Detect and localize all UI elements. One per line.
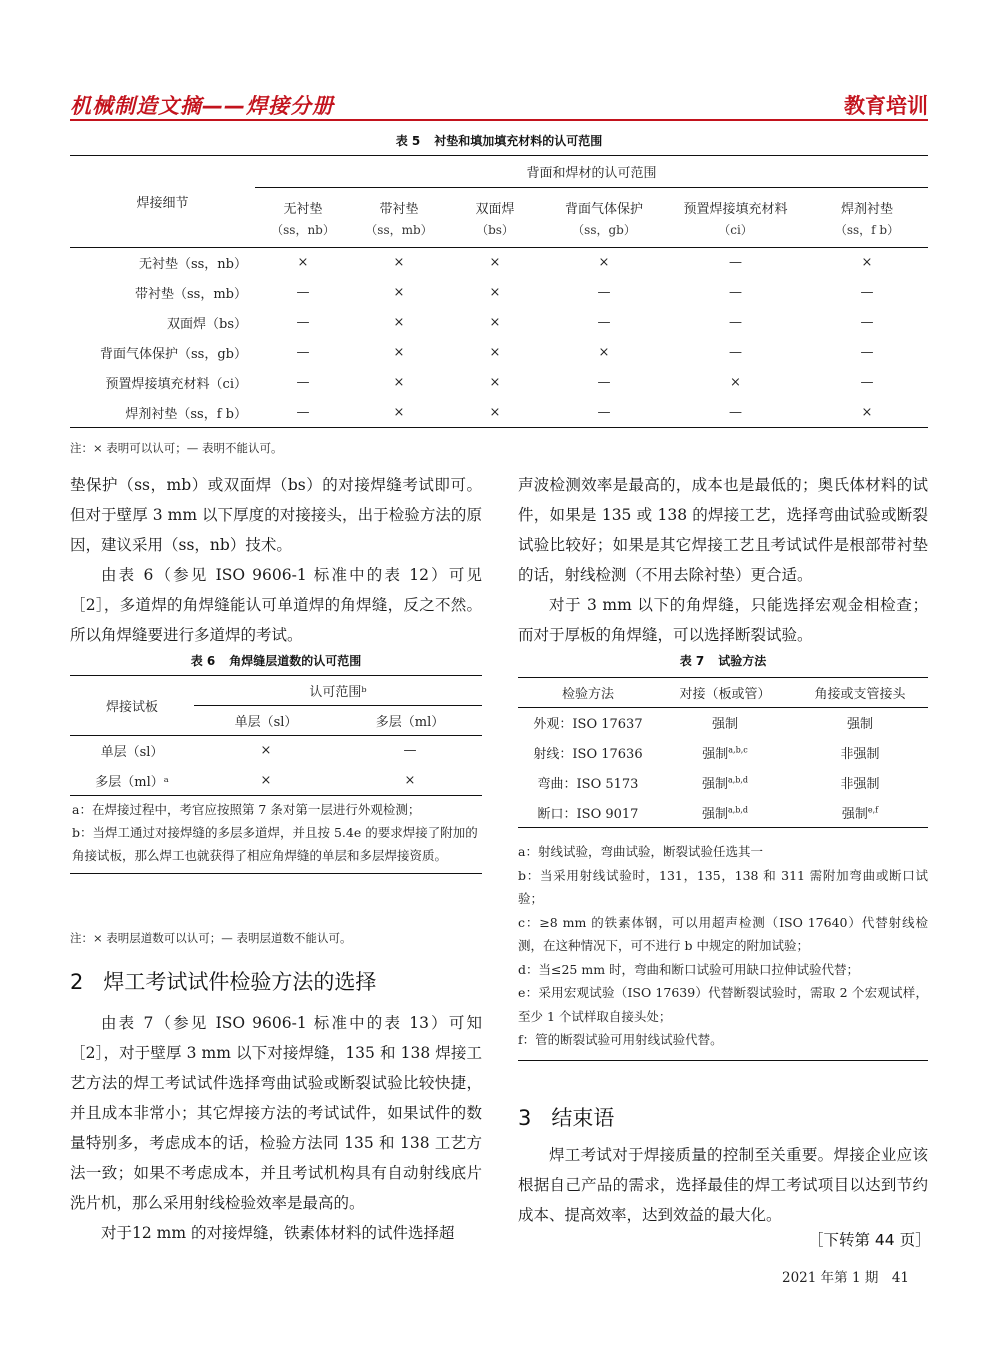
table5	[70, 155, 928, 428]
table5-caption: 表 5 衬垫和填加填充材料的认可范围	[395, 134, 603, 148]
table-cell: —	[729, 255, 742, 271]
table-cell: —	[296, 375, 310, 390]
table-cell: —	[860, 375, 874, 390]
table-cell: —	[729, 345, 742, 360]
table7-caption: 表 7 试验方法	[679, 654, 767, 668]
table-row	[518, 708, 928, 738]
table6-note: 注：× 表明层道数可以认可；— 表明层道数不能认可。	[70, 931, 352, 945]
table-cell: ×	[861, 255, 873, 271]
left-col-text	[70, 470, 482, 650]
section2-heading: 2 焊工考试试件检验方法的选择	[70, 970, 377, 994]
paragraph: 对于 3 mm 以下的角焊缝，只能选择宏观金相检查；而对于厚板的角焊缝，可以选择断裂试验。	[518, 596, 928, 644]
table5-col-header	[806, 188, 928, 248]
section3-text	[518, 1140, 928, 1230]
table5-col-header	[665, 188, 806, 248]
butt-cell: 强制$^{a,b,d}$	[701, 805, 749, 822]
table7-footnotes	[518, 840, 928, 1061]
column-code: （ss，gb）	[572, 222, 636, 237]
table-row	[518, 768, 928, 798]
right-col-text	[518, 470, 928, 650]
table-cell: ×	[489, 404, 501, 420]
table5-col-header	[543, 188, 665, 248]
table-cell: ×	[489, 255, 501, 271]
table5-col-header	[447, 188, 543, 248]
column-name: 双面焊	[475, 201, 515, 217]
table-cell: —	[597, 404, 611, 420]
table5-group-header: 背面和焊材的认可范围	[255, 156, 928, 188]
table-cell: —	[860, 345, 874, 360]
paragraph: 对于12 mm 的对接焊缝，铁素体材料的试件选择超	[101, 1224, 455, 1242]
table-cell: ×	[489, 285, 501, 300]
table-cell: ×	[260, 743, 272, 759]
table-cell: ×	[489, 315, 501, 330]
section-label: 教育培训	[844, 94, 928, 118]
table6-row-header: 焊接试板	[70, 676, 194, 736]
fillet-cell: 非强制	[840, 747, 880, 762]
table-cell: ×	[393, 285, 405, 300]
footnote: e：采用宏观试验（ISO 17639）代替断裂试验时，需取 2 个宏观试样，至少 1 个试样取自接头处；	[518, 985, 928, 1024]
table-cell: ×	[489, 345, 501, 360]
footnote: a：射线试验，弯曲试验，断裂试验任选其一	[518, 844, 763, 859]
row-label: 焊剂衬垫（ss，f b）	[125, 406, 247, 422]
table5-note: 注：× 表明可以认可；— 表明不能认可。	[70, 441, 283, 455]
table6	[70, 675, 482, 796]
footnote: c：≥8 mm 的铁素体钢，可以用超声检测（ISO 17640）代替射线检测，在这种情况下，可不进行 b 中规定的附加试验；	[518, 914, 928, 953]
table-cell: —	[403, 743, 417, 759]
header-rule	[70, 119, 928, 121]
journal-title: 机械制造文摘——焊接分册	[70, 94, 334, 118]
table-cell: —	[296, 345, 310, 360]
footnote: b：当焊工通过对接焊缝的多层多道焊，并且按 5.4e 的要求焊接了附加的角接试板，那么焊工也就获得了相应角焊缝的单层和多层焊接资质。	[72, 825, 478, 863]
table-cell: ×	[393, 404, 405, 420]
page-footer: 2021 年第 1 期 41	[782, 1270, 909, 1286]
table-cell: —	[860, 285, 874, 300]
table-cell: —	[597, 375, 611, 390]
row-label: 背面气体保护（ss，gb）	[100, 347, 247, 362]
table-cell: ×	[489, 375, 501, 390]
column-name: 焊剂衬垫	[840, 201, 893, 217]
table-cell: —	[296, 285, 310, 300]
fillet-cell: 强制	[846, 717, 873, 733]
footnote: a：在焊接过程中，考官应按照第 7 条对第一层进行外观检测；	[72, 802, 421, 817]
method-cell: 断口：ISO 9017	[537, 806, 639, 822]
table6-col-header: 多层（ml）	[338, 706, 482, 736]
method-cell: 射线：ISO 17636	[533, 747, 643, 762]
column-code: （ss，nb）	[271, 222, 335, 237]
table-row	[70, 398, 928, 428]
table-row	[70, 338, 928, 368]
table-row	[70, 308, 928, 338]
method-cell: 外观：ISO 17637	[533, 717, 643, 733]
table-cell: —	[860, 315, 874, 330]
table7-col-header: 对接（板或管）	[658, 678, 792, 708]
paragraph: 焊工考试对于焊接质量的控制至关重要。焊接企业应该根据自己产品的需求，选择最佳的焊工考试项目以达到节约成本、提高效率，达到效益的最大化。	[518, 1146, 928, 1224]
table5-col-header	[255, 188, 351, 248]
fillet-cell: 非强制	[840, 777, 880, 792]
fillet-cell: 强制$^{e,f}$	[841, 805, 879, 822]
column-code: （bs）	[476, 222, 514, 237]
paragraph: 由表 7（参见 ISO 9606-1 标准中的表 13）可知［2］，对于壁厚 3 mm 以下对接焊缝，135 和 138 焊接工艺方法的焊工考试试件选择弯曲试验或断裂试验比较快捷，并且成本非常小；其它焊接方法的考试试件，如果试件的数量特别多，考虑成本的话，检验方法同 135 和 138 工艺方法一致；如果不考虑成本，并且考试机构具有自动射线底片洗片机，那么采用射线检验效率是最高的。	[70, 1014, 482, 1212]
footnote: d：当≤25 mm 时，弯曲和断口试验可用缺口拉伸试验代替；	[518, 961, 860, 977]
table-cell: —	[597, 315, 611, 330]
table-row	[70, 736, 482, 766]
paragraph: 声波检测效率是最高的，成本也是最低的；奥氏体材料的试件，如果是 135 或 138 的焊接工艺，选择弯曲试验或断裂试验比较好；如果是其它焊接工艺且考试试件是根部带衬垫的话，射线检测（不用去除衬垫）更合适。	[518, 476, 928, 584]
paragraph: 垫保护（ss，mb）或双面焊（bs）的对接焊缝考试即可。但对于壁厚 3 mm 以下厚度的对接接头，出于检验方法的原因，建议采用（ss，nb）技术。	[70, 476, 482, 554]
table-cell: ×	[598, 345, 610, 360]
table7-col-header: 检验方法	[518, 678, 658, 708]
row-label: 单层（sl）	[100, 745, 164, 761]
table-cell: ×	[297, 255, 309, 271]
table-cell: ×	[393, 375, 405, 390]
column-code: （ss，f b）	[834, 222, 900, 237]
section2-text	[70, 1008, 482, 1248]
table-cell: ×	[393, 315, 405, 330]
table6-caption: 表 6 角焊缝层道数的认可范围	[190, 654, 362, 668]
continued-note: ［下转第 44 页］	[808, 1231, 931, 1249]
table-row	[70, 368, 928, 398]
row-label: 预置焊接填充材料（ci）	[105, 377, 247, 392]
table6-group-header: 认可范围ᵇ	[194, 676, 482, 706]
table-cell: —	[296, 315, 310, 330]
table-row	[70, 766, 482, 796]
table-cell: ×	[260, 773, 272, 788]
table-cell: —	[729, 404, 742, 420]
butt-cell: 强制$^{a,b,d}$	[701, 775, 749, 792]
table7	[518, 677, 928, 828]
footnote: f：管的断裂试验可用射线试验代替。	[518, 1032, 723, 1047]
table-cell: ×	[861, 404, 873, 420]
table-cell: ×	[393, 345, 405, 360]
column-name: 预置焊接填充材料	[683, 201, 788, 217]
table-cell: —	[597, 285, 611, 300]
table-row	[70, 278, 928, 308]
table-cell: ×	[393, 255, 405, 271]
table-cell: ×	[730, 375, 741, 390]
butt-cell: 强制	[711, 717, 738, 733]
table6-col-header: 单层（sl）	[194, 706, 338, 736]
method-cell: 弯曲：ISO 5173	[537, 777, 639, 792]
column-code: （ci）	[718, 222, 753, 237]
table7-col-header: 角接或支管接头	[792, 678, 928, 708]
row-label: 无衬垫（ss，nb）	[138, 257, 247, 273]
table-cell: —	[729, 315, 742, 330]
footnote: b：当采用射线试验时，131，135，138 和 311 需附加弯曲或断口试验；	[518, 867, 928, 906]
table-row	[518, 738, 928, 768]
column-code: （ss，mb）	[365, 222, 433, 237]
table-row	[70, 248, 928, 278]
table-cell: —	[729, 285, 742, 300]
section3-heading: 3 结束语	[518, 1106, 615, 1130]
row-label: 双面焊（bs）	[167, 317, 247, 332]
table5-col-header	[351, 188, 447, 248]
column-name: 带衬垫	[379, 201, 419, 217]
table-cell: ×	[404, 773, 416, 788]
column-name: 背面气体保护	[564, 201, 643, 217]
table-cell: ×	[598, 255, 610, 271]
table5-row-header: 焊接细节	[70, 156, 255, 248]
table-cell: —	[296, 404, 310, 420]
row-label: 带衬垫（ss，mb）	[135, 287, 247, 302]
column-name: 无衬垫	[283, 201, 323, 217]
paragraph: 由表 6（参见 ISO 9606-1 标准中的表 12）可见［2］，多道焊的角焊缝能认可单道焊的角焊缝，反之不然。所以角焊缝要进行多道焊的考试。	[70, 566, 482, 644]
butt-cell: 强制$^{a,b,c}$	[702, 745, 748, 762]
table-row	[518, 798, 928, 828]
page-header	[70, 90, 928, 120]
table6-footnotes	[70, 795, 482, 874]
row-label: 多层（ml）ᵃ	[95, 775, 169, 790]
